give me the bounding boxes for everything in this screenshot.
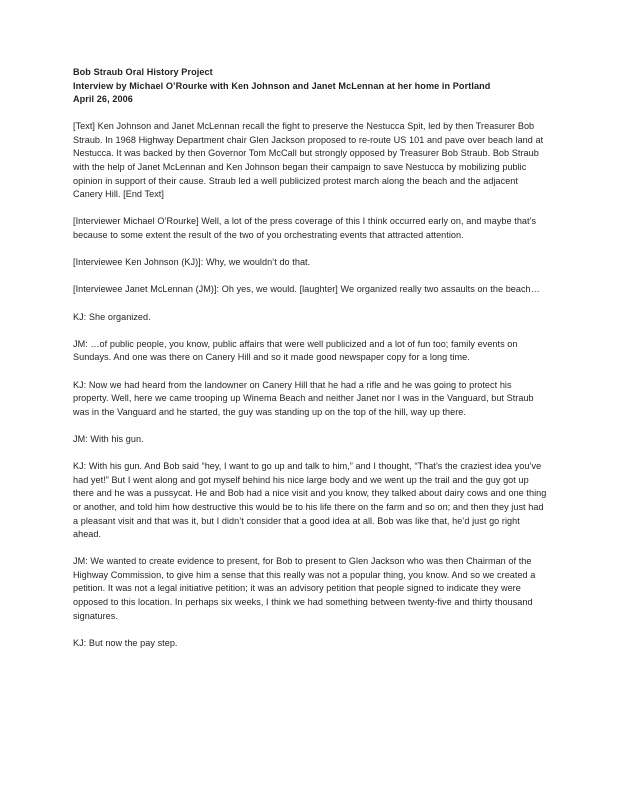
- transcript-paragraph: [Text] Ken Johnson and Janet McLennan recall the fight to preserve the Nestucca Spit, led by then Treasurer Bob Straub. In 1968 Highway Department chair Glen Jackson proposed to re-route US 101 and pave over beach land at Nestucca. It was backed by then Governor Tom McCall but strongly opposed by Treasurer Bob Straub. Bob Straub with the help of Janet McLennan and Ken Johnson began their campaign to save Nestucca by mobilizing public opinion in support of their cause. Straub led a well publicized protest march along the beach and the adjacent Canery Hill. [End Text]: [73, 121, 544, 200]
- transcript-paragraph: JM: We wanted to create evidence to present, for Bob to present to Glen Jackson who was then Chairman of the Highway Commission, to give him a sense that this really was not a popular thing, you know. And so we created a petition. It was not a legal initiative petition; it was an advisory petition that people signed to indicate they were opposed to this location. In perhaps six weeks, I think we had something between twenty-five and thirty thousand signatures.: [73, 556, 536, 621]
- transcript-paragraph: KJ: She organized.: [73, 311, 151, 322]
- header-date-line: April 26, 2006: [73, 94, 133, 105]
- header-interview-line: Interview by Michael O’Rourke with Ken Johnson and Janet McLennan at her home in Portland: [73, 80, 491, 91]
- transcript-paragraph: KJ: Now we had heard from the landowner on Canery Hill that he had a rifle and he was going to protect his property. Well, here we came trooping up Winema Beach and neither Janet nor I was in the Vanguard, but Straub was in the Vanguard and he started, the guy was standing up on the top of the hill, way up there.: [73, 379, 534, 417]
- transcript-body: [73, 120, 547, 650]
- transcript-paragraph: KJ: With his gun. And Bob said “hey, I want to go up and talk to him,” and I thought, “That’s the craziest idea you’ve had yet!” But I went along and got myself behind his nice large body and we went up the trail and the guy got up there and he was a pussycat. He and Bob had a nice visit and you know, they talked about dairy cows and one thing or another, and told him how destructive this would be to his life there on the farm and so on; and then they just had a pleasant visit and that was it, but I didn’t consider that a good idea at all. Bob was like that, he’d just go right ahead.: [73, 461, 547, 540]
- transcript-paragraph: JM: …of public people, you know, public affairs that were well publicized and a lot of fun too; family events on Sundays. And one was there on Canery Hill and so it made good newspaper copy for a long time.: [73, 338, 518, 363]
- document-header: [73, 66, 547, 107]
- document-content: [73, 66, 547, 650]
- transcript-paragraph: [Interviewer Michael O’Rourke] Well, a lot of the press coverage of this I think occurred early on, and maybe that’s because to some extent the result of the two of you orchestrating events that attracted attention.: [73, 216, 537, 241]
- transcript-paragraph: [Interviewee Janet McLennan (JM)]: Oh yes, we would. [laughter] We organized really two assaults on the beach…: [73, 284, 540, 295]
- transcript-paragraph: KJ: But now the pay step.: [73, 637, 178, 648]
- transcript-paragraph: [Interviewee Ken Johnson (KJ)]: Why, we wouldn’t do that.: [73, 257, 311, 268]
- transcript-paragraph: JM: With his gun.: [73, 433, 144, 444]
- header-title-line: Bob Straub Oral History Project: [73, 67, 213, 77]
